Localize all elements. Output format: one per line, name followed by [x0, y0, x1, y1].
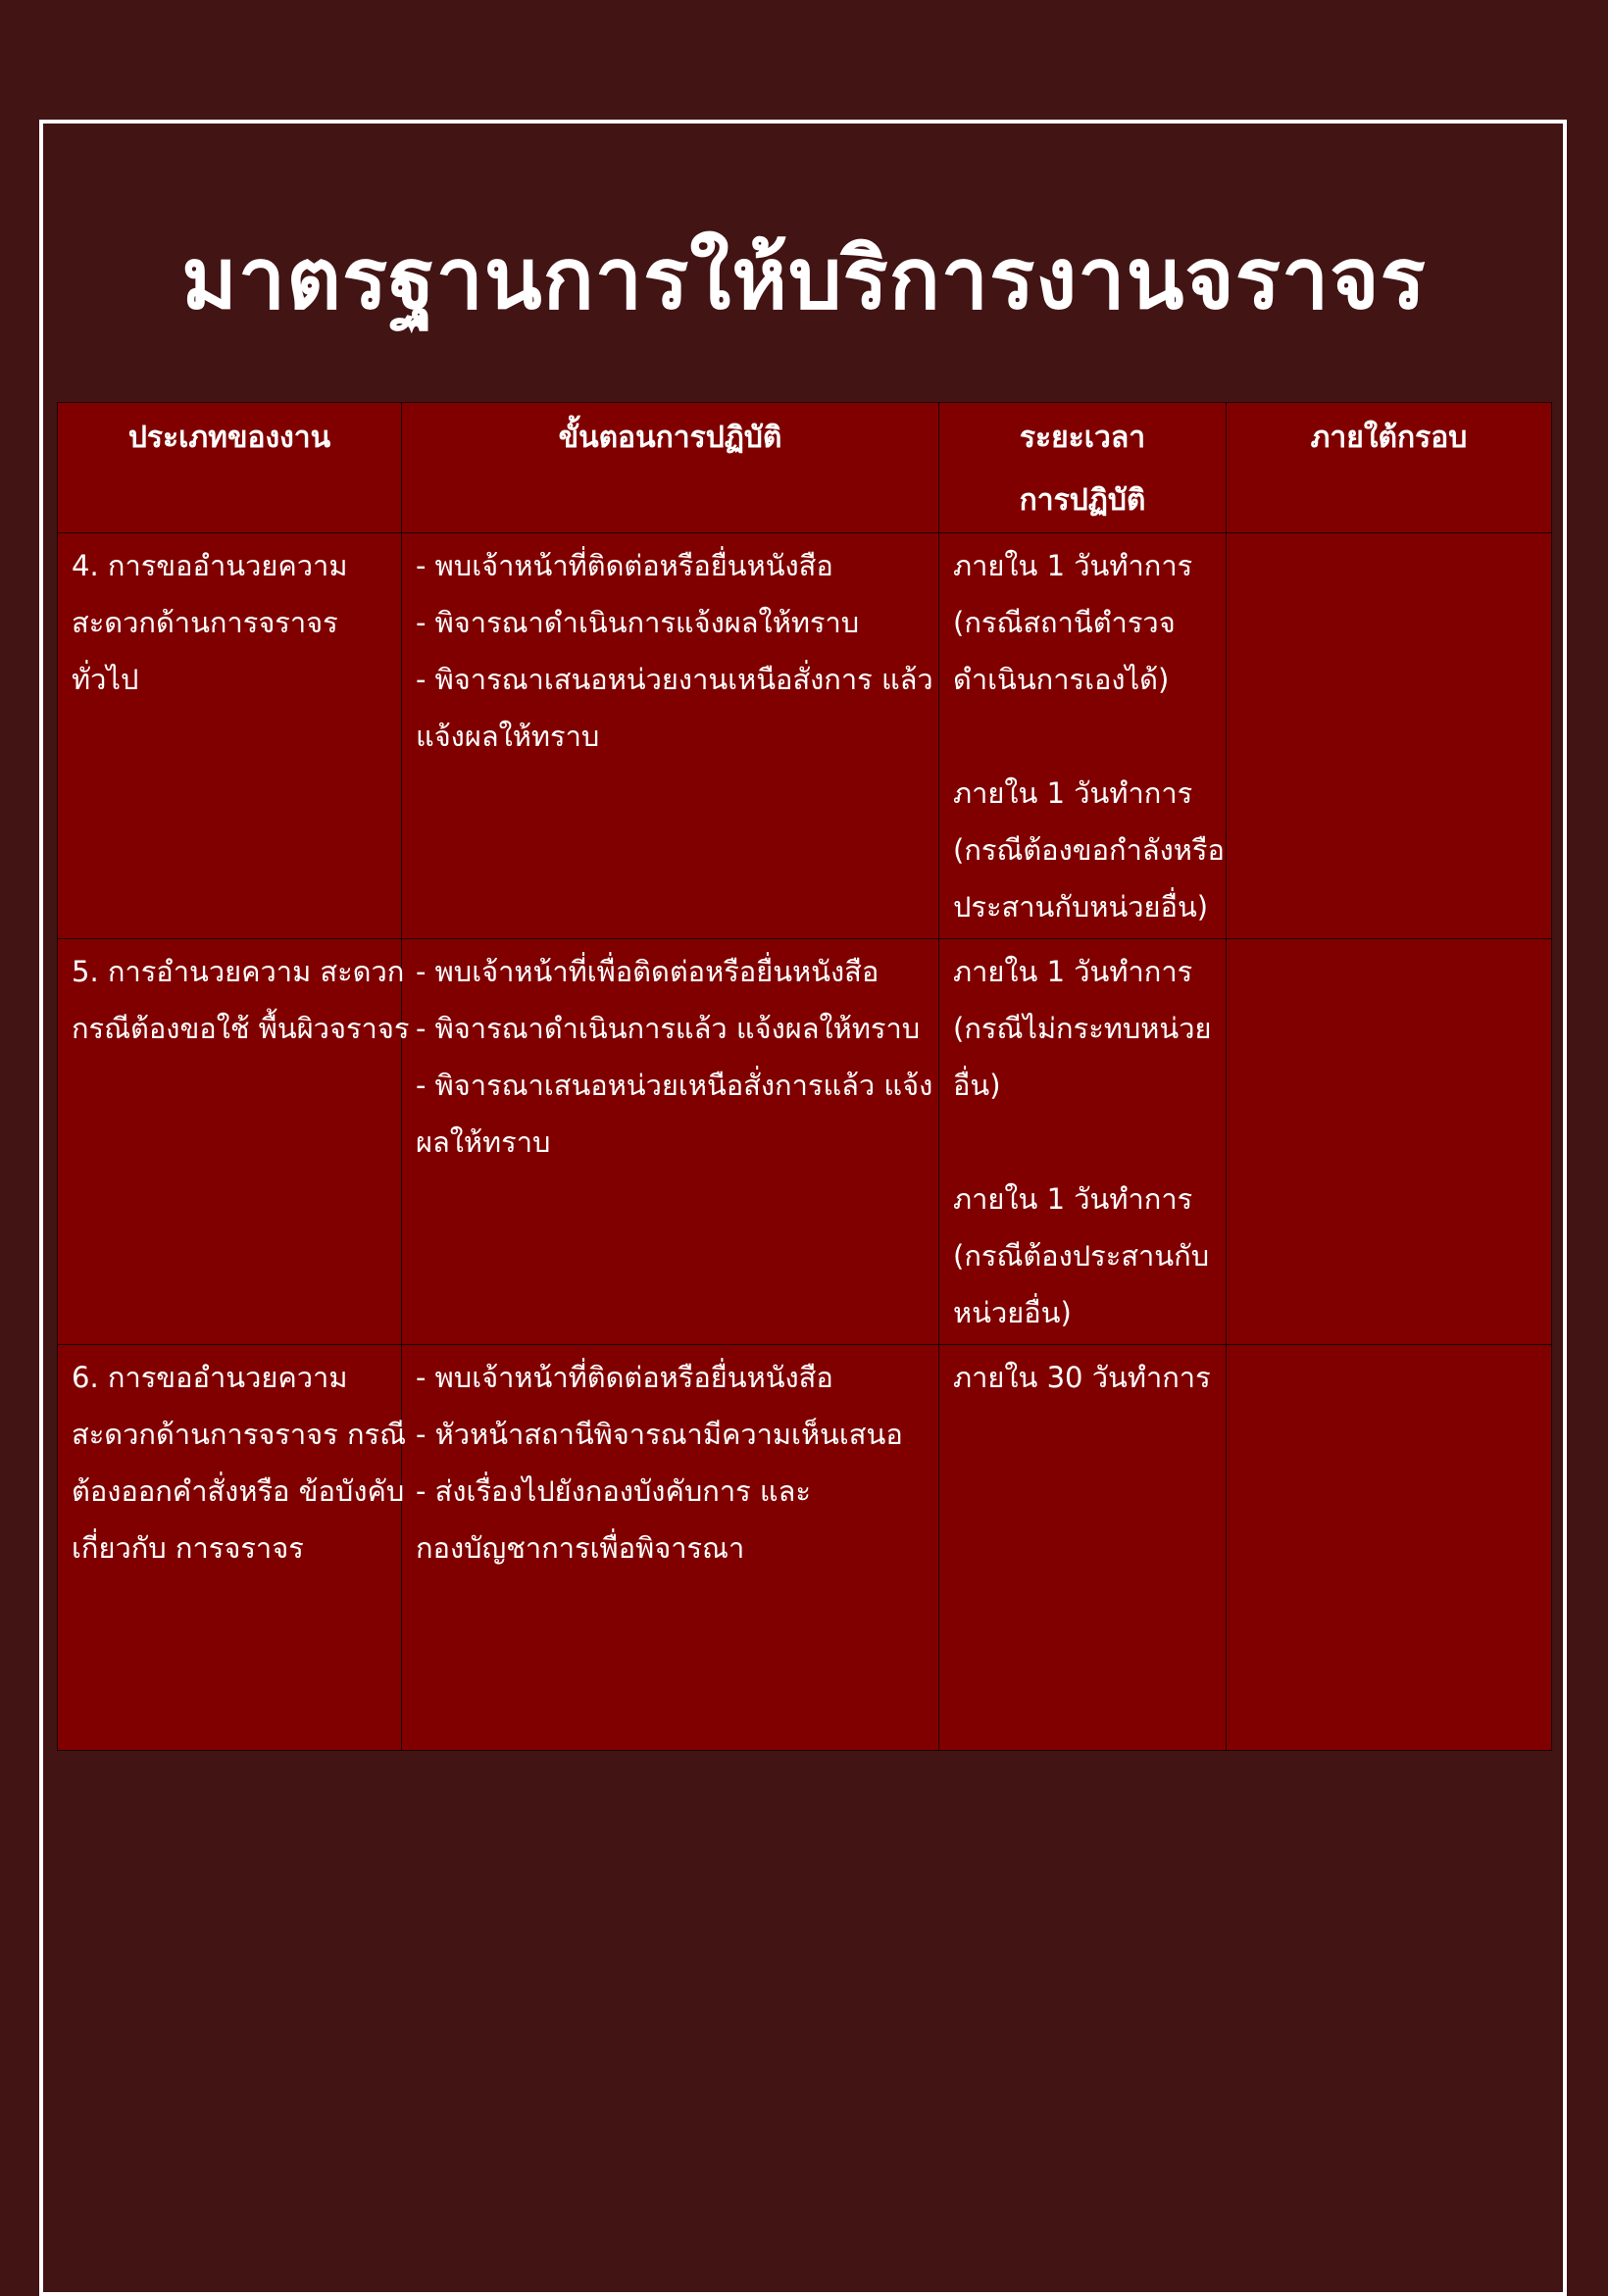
cell-framework — [1227, 1345, 1552, 1751]
table-row — [58, 533, 1552, 939]
cell-duration: ภายใน 1 วันทำการ (กรณีสถานีตำรวจ ดำเนินการเองได้) ภายใน 1 วันทำการ (กรณีต้องขอกำลังหรือ ประสานกับหน่วยอื่น) — [939, 533, 1227, 939]
cell-work-type: 4. การขออำนวยความ สะดวกด้านการจราจร ทั่วไป — [58, 533, 402, 939]
cell-duration: ภายใน 1 วันทำการ (กรณีไม่กระทบหน่วย อื่น) ภายใน 1 วันทำการ (กรณีต้องประสานกับ หน่วยอื่น) — [939, 939, 1227, 1345]
header-procedure-steps: ขั้นตอนการปฏิบัติ — [402, 403, 939, 533]
header-duration: ระยะเวลา การปฏิบัติ — [939, 403, 1227, 533]
cell-work-type: 6. การขออำนวยความ สะดวกด้านการจราจร กรณี ต้องออกคำสั่งหรือ ข้อบังคับ เกี่ยวกับ การจราจร — [58, 1345, 402, 1751]
cell-procedure-steps: - พบเจ้าหน้าที่ติดต่อหรือยื่นหนังสือ - หัวหน้าสถานีพิจารณามีความเห็นเสนอ - ส่งเรื่องไปยังกองบังคับการ และ กองบัญชาการเพื่อพิจารณา — [402, 1345, 939, 1751]
table-header-row — [58, 403, 1552, 533]
cell-work-type: 5. การอำนวยความ สะดวก กรณีต้องขอใช้ พื้นผิวจราจร — [58, 939, 402, 1345]
spacer — [953, 1114, 1214, 1171]
cell-procedure-steps: - พบเจ้าหน้าที่เพื่อติดต่อหรือยื่นหนังสือ - พิจารณาดำเนินการแล้ว แจ้งผลให้ทราบ - พิจารณาเสนอหน่วยเหนือสั่งการแล้ว แจ้ง ผลให้ทราบ — [402, 939, 939, 1345]
cell-duration: ภายใน 30 วันทำการ — [939, 1345, 1227, 1751]
cell-framework — [1227, 533, 1552, 939]
header-framework: ภายใต้กรอบ — [1227, 403, 1552, 533]
service-standards-table — [57, 402, 1552, 1751]
header-work-type: ประเภทของงาน — [58, 403, 402, 533]
table-row — [58, 1345, 1552, 1751]
cell-procedure-steps: - พบเจ้าหน้าที่ติดต่อหรือยื่นหนังสือ - พิจารณาดำเนินการแจ้งผลให้ทราบ - พิจารณาเสนอหน่วยงานเหนือสั่งการ แล้ว แจ้งผลให้ทราบ — [402, 533, 939, 939]
table-row — [58, 939, 1552, 1345]
page-title: มาตรฐานการให้บริการงานจราจร — [181, 230, 1427, 328]
cell-framework — [1227, 939, 1552, 1345]
spacer — [953, 708, 1214, 765]
